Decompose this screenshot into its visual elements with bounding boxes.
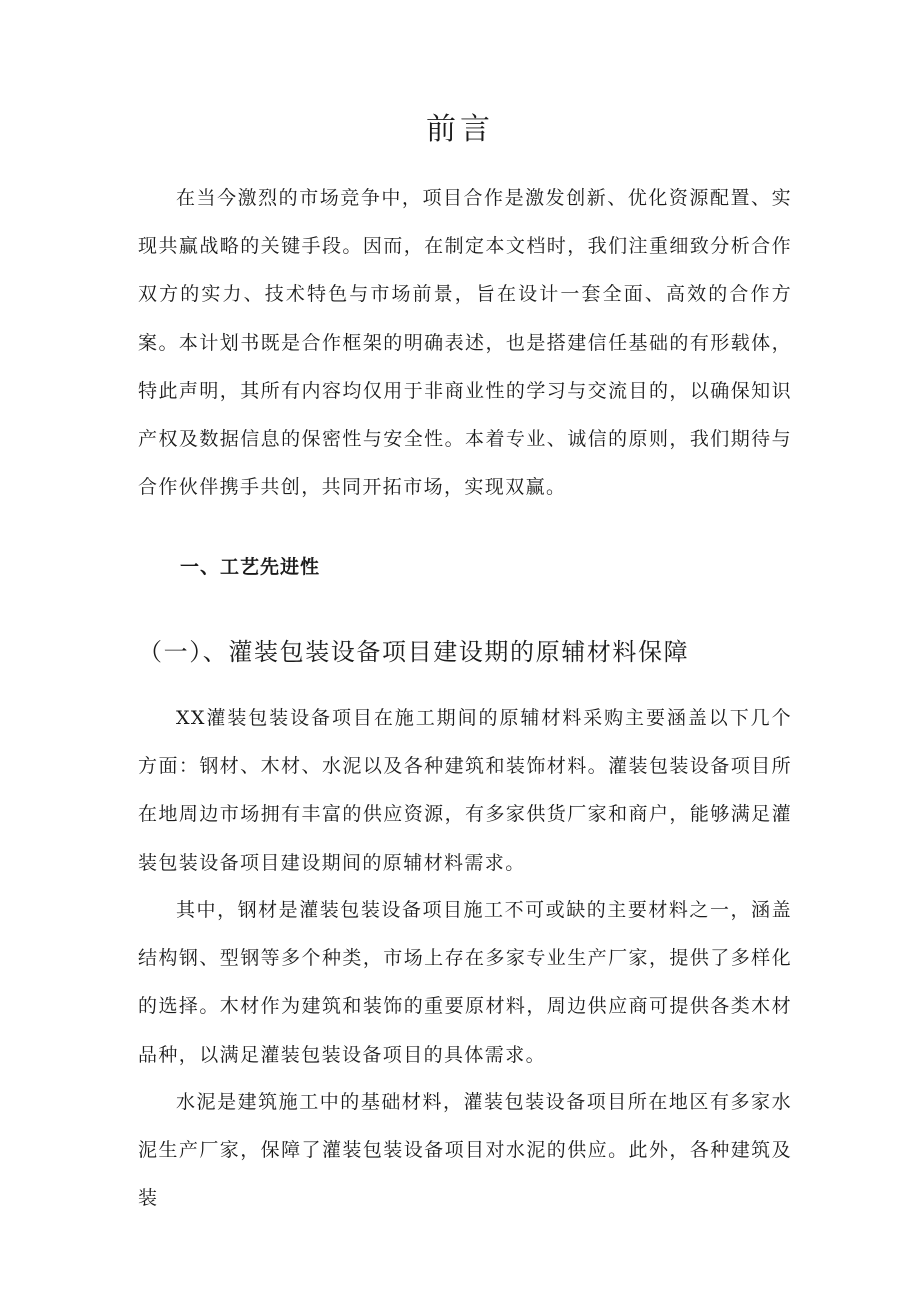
body-paragraph-2: 其中，钢材是灌装包装设备项目施工不可或缺的主要材料之一，涵盖结构钢、型钢等多个种类，市场上存在多家专业生产厂家，提供了多样化的选择。木材作为建筑和装饰的重要原材料，周边供应商可提供各类木材品种，以满足灌装包装设备项目的具体需求。: [138, 899, 792, 1066]
section-heading: 一、工艺先进性: [180, 556, 321, 578]
intro-paragraph: 在当今激烈的市场竞争中，项目合作是激发创新、优化资源配置、实现共赢战略的关键手段。因而，在制定本文档时，我们注重细致分析合作双方的实力、技术特色与市场前景，旨在设计一套全面、高效的合作方案。本计划书既是合作框架的明确表述，也是搭建信任基础的有形载体，特此声明，其所有内容均仅用于非商业性的学习与交流目的，以确保知识产权及数据信息的保密性与安全性。本着专业、诚信的原则，我们期待与合作伙伴携手共创，共同开拓市场，实现双赢。: [138, 187, 792, 499]
subsection-heading: （一）、灌装包装设备项目建设期的原辅材料保障: [138, 638, 690, 666]
body-paragraph-3: 水泥是建筑施工中的基础材料，灌装包装设备项目所在地区有多家水泥生产厂家，保障了灌装包装设备项目对水泥的供应。此外，各种建筑及装: [138, 1091, 792, 1210]
body-paragraph-1: XX灌装包装设备项目在施工期间的原辅材料采购主要涵盖以下几个方面：钢材、木材、水泥以及各种建筑和装饰材料。灌装包装设备项目所在地周边市场拥有丰富的供应资源，有多家供货厂家和商户，能够满足灌装包装设备项目建设期间的原辅材料需求。: [138, 707, 792, 874]
page-title: 前言: [426, 112, 494, 147]
